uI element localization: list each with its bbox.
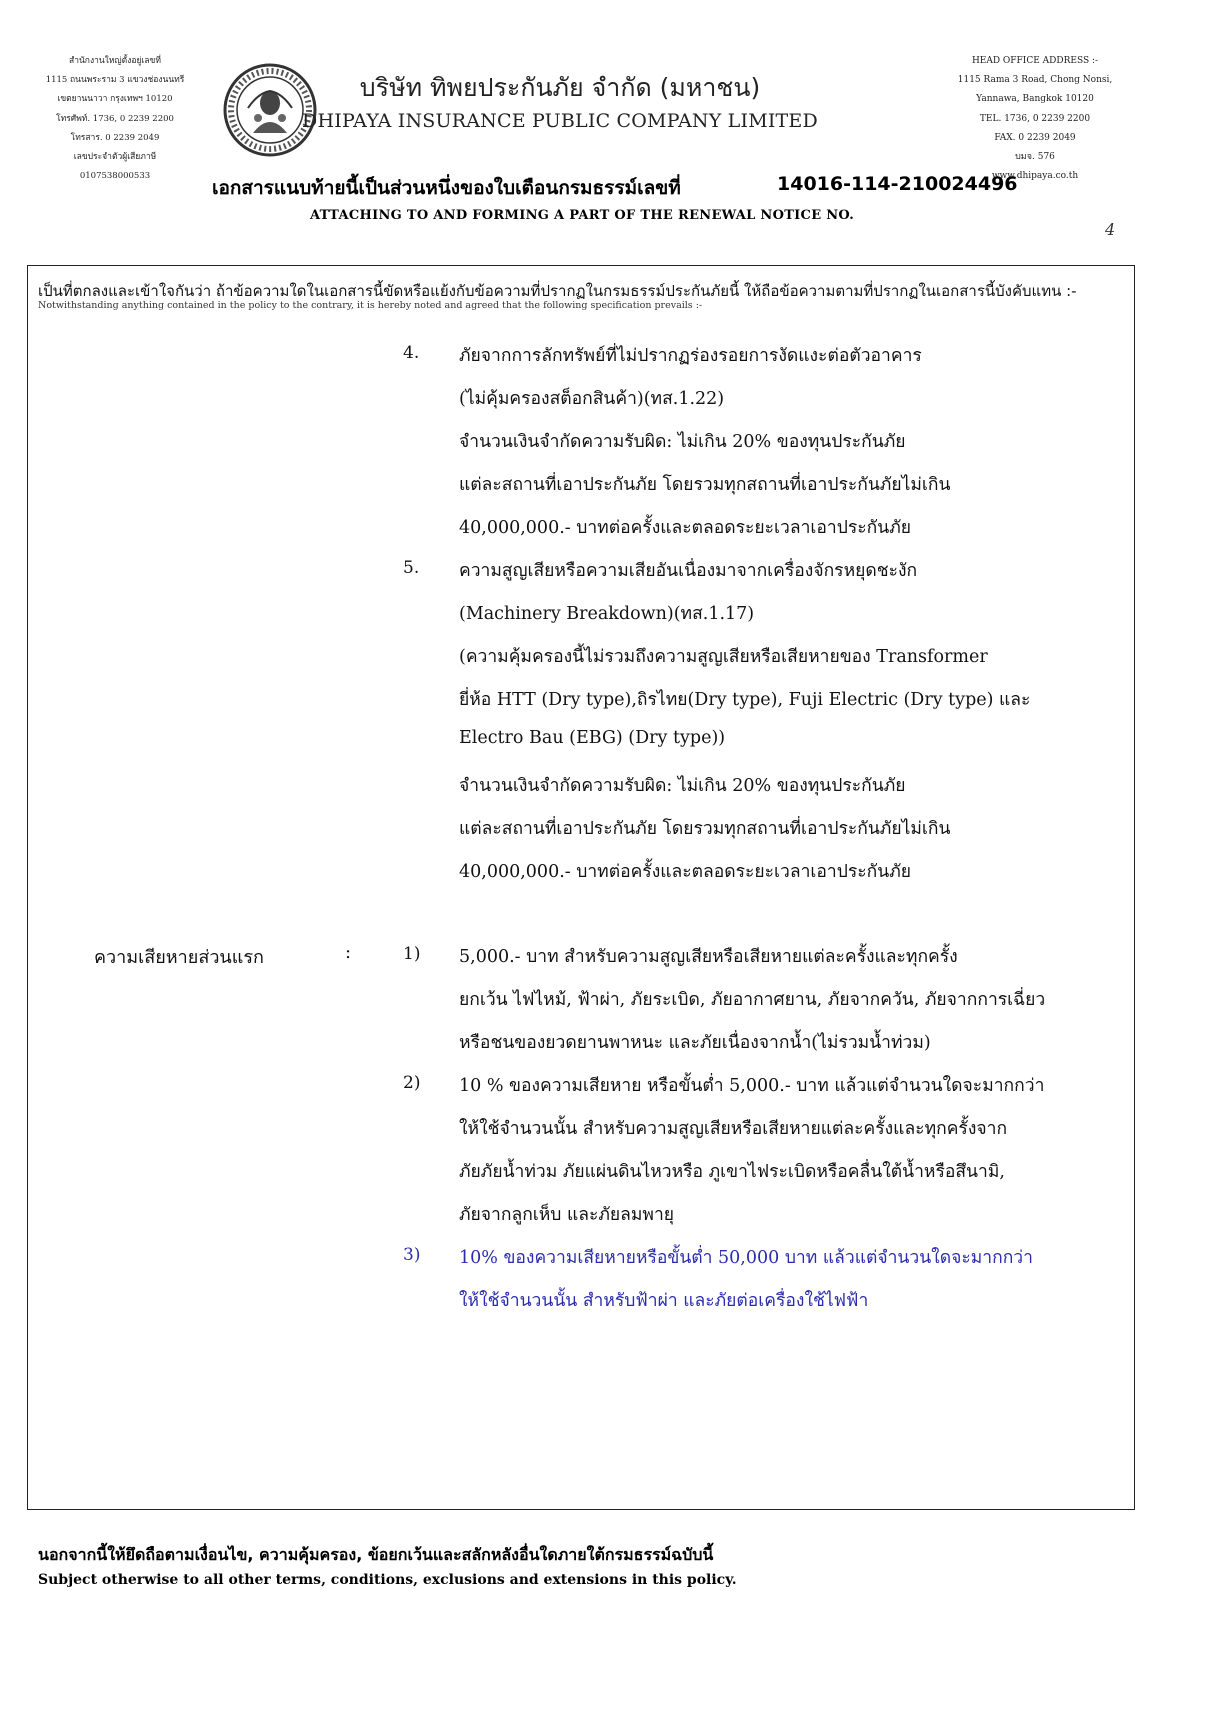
item-number: 5. <box>403 558 420 578</box>
deductible-line: 10% ของความเสียหายหรือขั้นต่ำ 50,000 บาท แล้วแต่จำนวนใดจะมากกว่า <box>459 1248 1033 1268</box>
item-line: (Machinery Breakdown)(ทส.1.17) <box>459 604 755 624</box>
deductible-line: ภัยภัยน้ำท่วม ภัยแผ่นดินไหวหรือ ภูเขาไฟระเบิดหรือคลื่นใต้น้ำหรือสึนามิ, <box>459 1162 1005 1182</box>
item-line: แต่ละสถานที่เอาประกันภัย โดยรวมทุกสถานที่เอาประกันภัยไม่เกิน <box>459 475 951 495</box>
attachment-title-en: ATTACHING TO AND FORMING A PART OF THE RENEWAL NOTICE NO. <box>310 208 855 223</box>
address-line: 1115 ถนนพระราม 3 แขวงช่องนนทรี <box>45 75 185 86</box>
item-line: ยี่ห้อ HTT (Dry type),ถิรไทย(Dry type), Fuji Electric (Dry type) และ <box>459 690 1031 710</box>
deductible-line: ให้ใช้จำนวนนั้น สำหรับความสูญเสียหรือเสียหายแต่ละครั้งและทุกครั้งจาก <box>459 1119 1008 1139</box>
agreement-text-en: Notwithstanding anything contained in the policy to the contrary, it is hereby noted and agreed that the following specification prevails :- <box>38 300 703 311</box>
deductible-colon: : <box>345 942 352 963</box>
head-office-address-en <box>935 52 1135 186</box>
renewal-notice-number: 14016-114-210024496 <box>777 173 1018 195</box>
address-line: FAX. 0 2239 2049 <box>994 132 1076 143</box>
deductible-number: 1) <box>403 944 421 964</box>
address-line: 0107538000533 <box>79 171 151 182</box>
address-line: HEAD OFFICE ADDRESS :- <box>971 56 1099 66</box>
footer-note-en: Subject otherwise to all other terms, conditions, exclusions and extensions in this policy. <box>38 1572 737 1588</box>
attachment-title-th: เอกสารแนบท้ายนี้เป็นส่วนหนึ่งของใบเตือนกรมธรรม์เลขที่ <box>212 177 681 199</box>
address-line: โทรสาร. 0 2239 2049 <box>70 132 160 143</box>
footer-note-th: นอกจากนี้ให้ยึดถือตามเงื่อนไข, ความคุ้มครอง, ข้อยกเว้นและสลักหลังอื่นใดภายใต้กรมธรรม์ฉบับนี้ <box>38 1545 714 1564</box>
deductible-line: ยกเว้น ไฟไหม้, ฟ้าผ่า, ภัยระเบิด, ภัยอากาศยาน, ภัยจากควัน, ภัยจากการเฉี่ยว <box>459 990 1046 1010</box>
deductible-line: 10 % ของความเสียหาย หรือขั้นต่ำ 5,000.- บาท แล้วแต่จำนวนใดจะมากกว่า <box>459 1076 1045 1096</box>
item-line: จำนวนเงินจำกัดความรับผิด: ไม่เกิน 20% ของทุนประกันภัย <box>459 432 906 452</box>
address-line: 1115 Rama 3 Road, Chong Nonsi, <box>957 75 1113 86</box>
item-line: 40,000,000.- บาทต่อครั้งและตลอดระยะเวลาเอาประกันภัย <box>459 862 911 882</box>
item-line: ภัยจากการลักทรัพย์ที่ไม่ปรากฏร่องรอยการงัดแงะต่อตัวอาคาร <box>459 346 922 366</box>
item-line: 40,000,000.- บาทต่อครั้งและตลอดระยะเวลาเอาประกันภัย <box>459 518 911 538</box>
address-line: บมจ. 576 <box>1015 152 1055 163</box>
address-line: www.dhipaya.co.th <box>991 171 1079 182</box>
item-line: (ความคุ้มครองนี้ไม่รวมถึงความสูญเสียหรือเสียหายของ Transformer <box>459 647 988 667</box>
item-number: 4. <box>403 343 420 363</box>
head-office-address-th <box>20 52 210 186</box>
deductible-line: ให้ใช้จำนวนนั้น สำหรับฟ้าผ่า และภัยต่อเครื่องใช้ไฟฟ้า <box>459 1291 869 1311</box>
address-line: เขตยานนาวา กรุงเทพฯ 10120 <box>57 94 173 105</box>
address-line: Yannawa, Bangkok 10120 <box>976 94 1094 105</box>
page-number: 4 <box>1105 220 1116 239</box>
address-line: สำนักงานใหญ่ตั้งอยู่เลขที่ <box>69 56 161 66</box>
deductible-number: 3) <box>403 1245 421 1265</box>
item-line: ความสูญเสียหรือความเสียอันเนื่องมาจากเครื่องจักรหยุดชะงัก <box>459 561 918 581</box>
deductible-line: หรือชนของยวดยานพาหนะ และภัยเนื่องจากน้ำ(ไม่รวมน้ำท่วม) <box>459 1033 931 1053</box>
item-line: แต่ละสถานที่เอาประกันภัย โดยรวมทุกสถานที่เอาประกันภัยไม่เกิน <box>459 819 951 839</box>
address-line: โทรศัพท์. 1736, 0 2239 2200 <box>56 113 174 124</box>
address-line: TEL. 1736, 0 2239 2200 <box>979 113 1091 124</box>
item-line: (ไม่คุ้มครองสต็อกสินค้า)(ทส.1.22) <box>459 389 725 409</box>
address-line: เลขประจำตัวผู้เสียภาษี <box>73 152 157 163</box>
item-line: Electro Bau (EBG) (Dry type)) <box>459 728 726 748</box>
deductible-line: 5,000.- บาท สำหรับความสูญเสียหรือเสียหายแต่ละครั้งและทุกครั้ง <box>459 947 958 967</box>
company-name-en: DHIPAYA INSURANCE PUBLIC COMPANY LIMITED <box>302 110 818 132</box>
deductible-label: ความเสียหายส่วนแรก <box>94 947 264 968</box>
company-name-th: บริษัท ทิพยประกันภัย จำกัด (มหาชน) <box>359 73 761 102</box>
deductible-number: 2) <box>403 1073 421 1093</box>
deductible-line: ภัยจากลูกเห็บ และภัยลมพายุ <box>459 1205 675 1225</box>
item-line: จำนวนเงินจำกัดความรับผิด: ไม่เกิน 20% ของทุนประกันภัย <box>459 776 906 796</box>
agreement-text-th: เป็นที่ตกลงและเข้าใจกันว่า ถ้าข้อความใดในเอกสารนี้ขัดหรือแย้งกับข้อความที่ปรากฏในกรมธรรม์ประกันภัยนี้ ให้ถือข้อความตามที่ปรากฏในเอกสารนี้บังคับแทน :- <box>38 282 1077 300</box>
